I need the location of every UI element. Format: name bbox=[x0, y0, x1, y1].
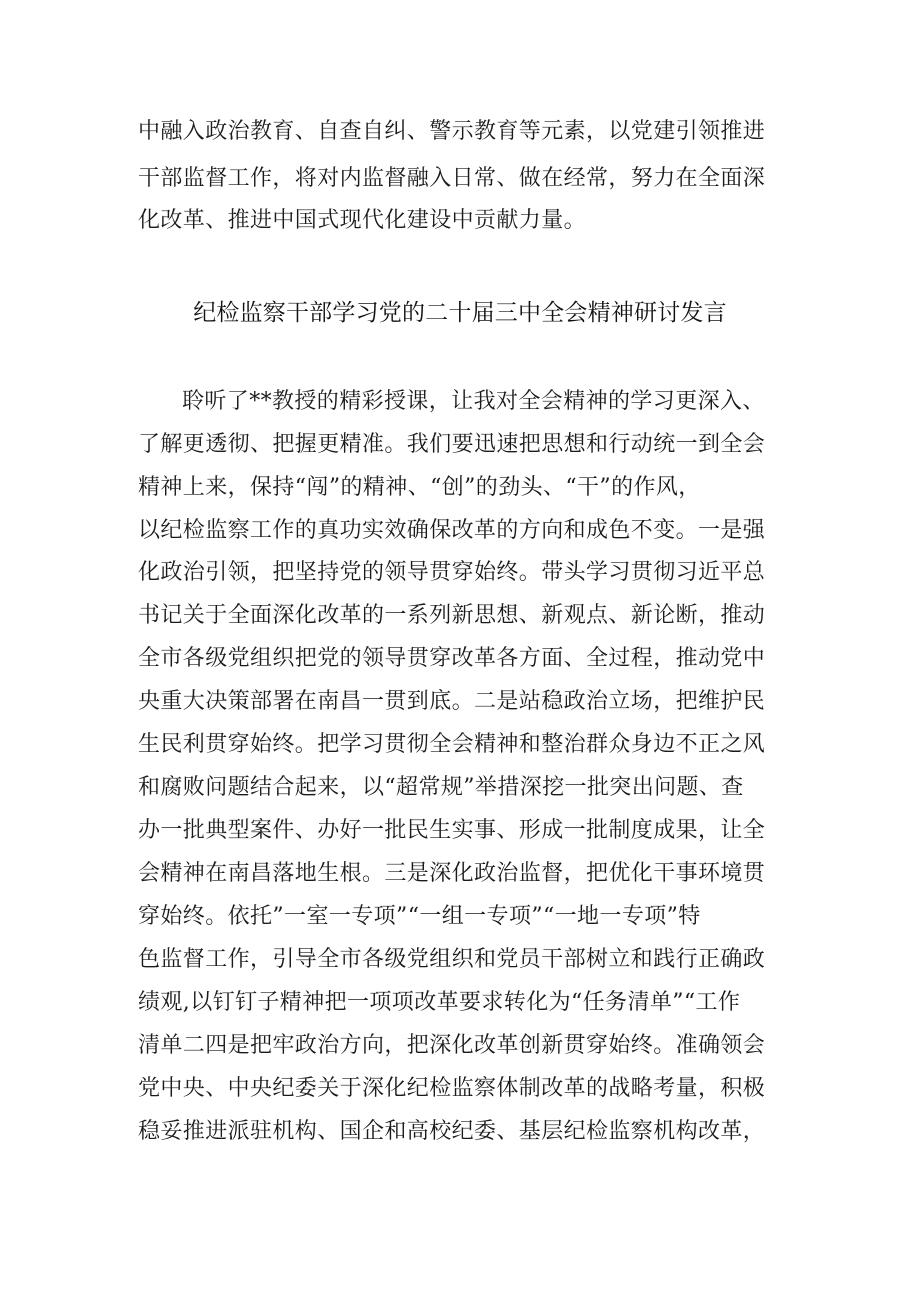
body-line: 色监督工作，引导全市各级党组织和党员干部树立和践行正确政 bbox=[138, 947, 766, 972]
section-heading: 纪检监察干部学习党的二十届三中全会精神研讨发言 bbox=[193, 300, 727, 326]
body-line: 会精神在南昌落地生根。三是深化政治监督，把优化干事环境贯 bbox=[138, 861, 766, 886]
body-line: 了解更透彻、把握更精准。我们要迅速把思想和行动统一到全会 bbox=[138, 432, 766, 457]
intro-line: 干部监督工作，将对内监督融入日常、做在经常，努力在全面深 bbox=[138, 166, 766, 191]
body-line: 化政治引领，把坚持党的领导贯穿始终。带头学习贯彻习近平总 bbox=[138, 560, 766, 585]
body-line: 穿始终。依托”一室一专项”“一组一专项”“一地一专项”特 bbox=[138, 904, 701, 929]
intro-line: 中融入政治教育、自查自纠、警示教育等元素，以党建引领推进 bbox=[138, 119, 766, 144]
body-line: 以纪检监察工作的真功实效确保改革的方向和成色不变。一是强 bbox=[138, 518, 766, 543]
body-line: 稳妥推进派驻机构、国企和高校纪委、基层纪检监察机构改革， bbox=[138, 1119, 766, 1144]
body-line: 绩观,以钉钉子精神把一项项改革要求转化为“任务清单”“工作 bbox=[138, 990, 741, 1015]
body-line: 聆听了**教授的精彩授课，让我对全会精神的学习更深入、 bbox=[182, 389, 765, 414]
body-line: 精神上来，保持“闯”的精神、“创”的劲头、“干”的作风， bbox=[138, 475, 701, 500]
body-line: 生民利贯穿始终。把学习贯彻全会精神和整治群众身边不正之风 bbox=[138, 732, 766, 757]
body-line: 党中央、中央纪委关于深化纪检监察体制改革的战略考量，积极 bbox=[138, 1076, 766, 1101]
body-line: 书记关于全面深化改革的一系列新思想、新观点、新论断，推动 bbox=[138, 603, 766, 628]
intro-line: 化改革、推进中国式现代化建设中贡献力量。 bbox=[138, 208, 587, 233]
body-line: 全市各级党组织把党的领导贯穿改革各方面、全过程，推动党中 bbox=[138, 646, 766, 671]
body-line: 和腐败问题结合起来，以“超常规”举措深挖一批突出问题、查 bbox=[138, 775, 744, 800]
body-line: 办一批典型案件、办好一批民生实事、形成一批制度成果，让全 bbox=[138, 818, 766, 843]
body-line: 央重大决策部署在南昌一贯到底。二是站稳政治立场，把维护民 bbox=[138, 689, 766, 714]
body-line: 清单二四是把牢政治方向，把深化改革创新贯穿始终。准确领会 bbox=[138, 1033, 766, 1058]
